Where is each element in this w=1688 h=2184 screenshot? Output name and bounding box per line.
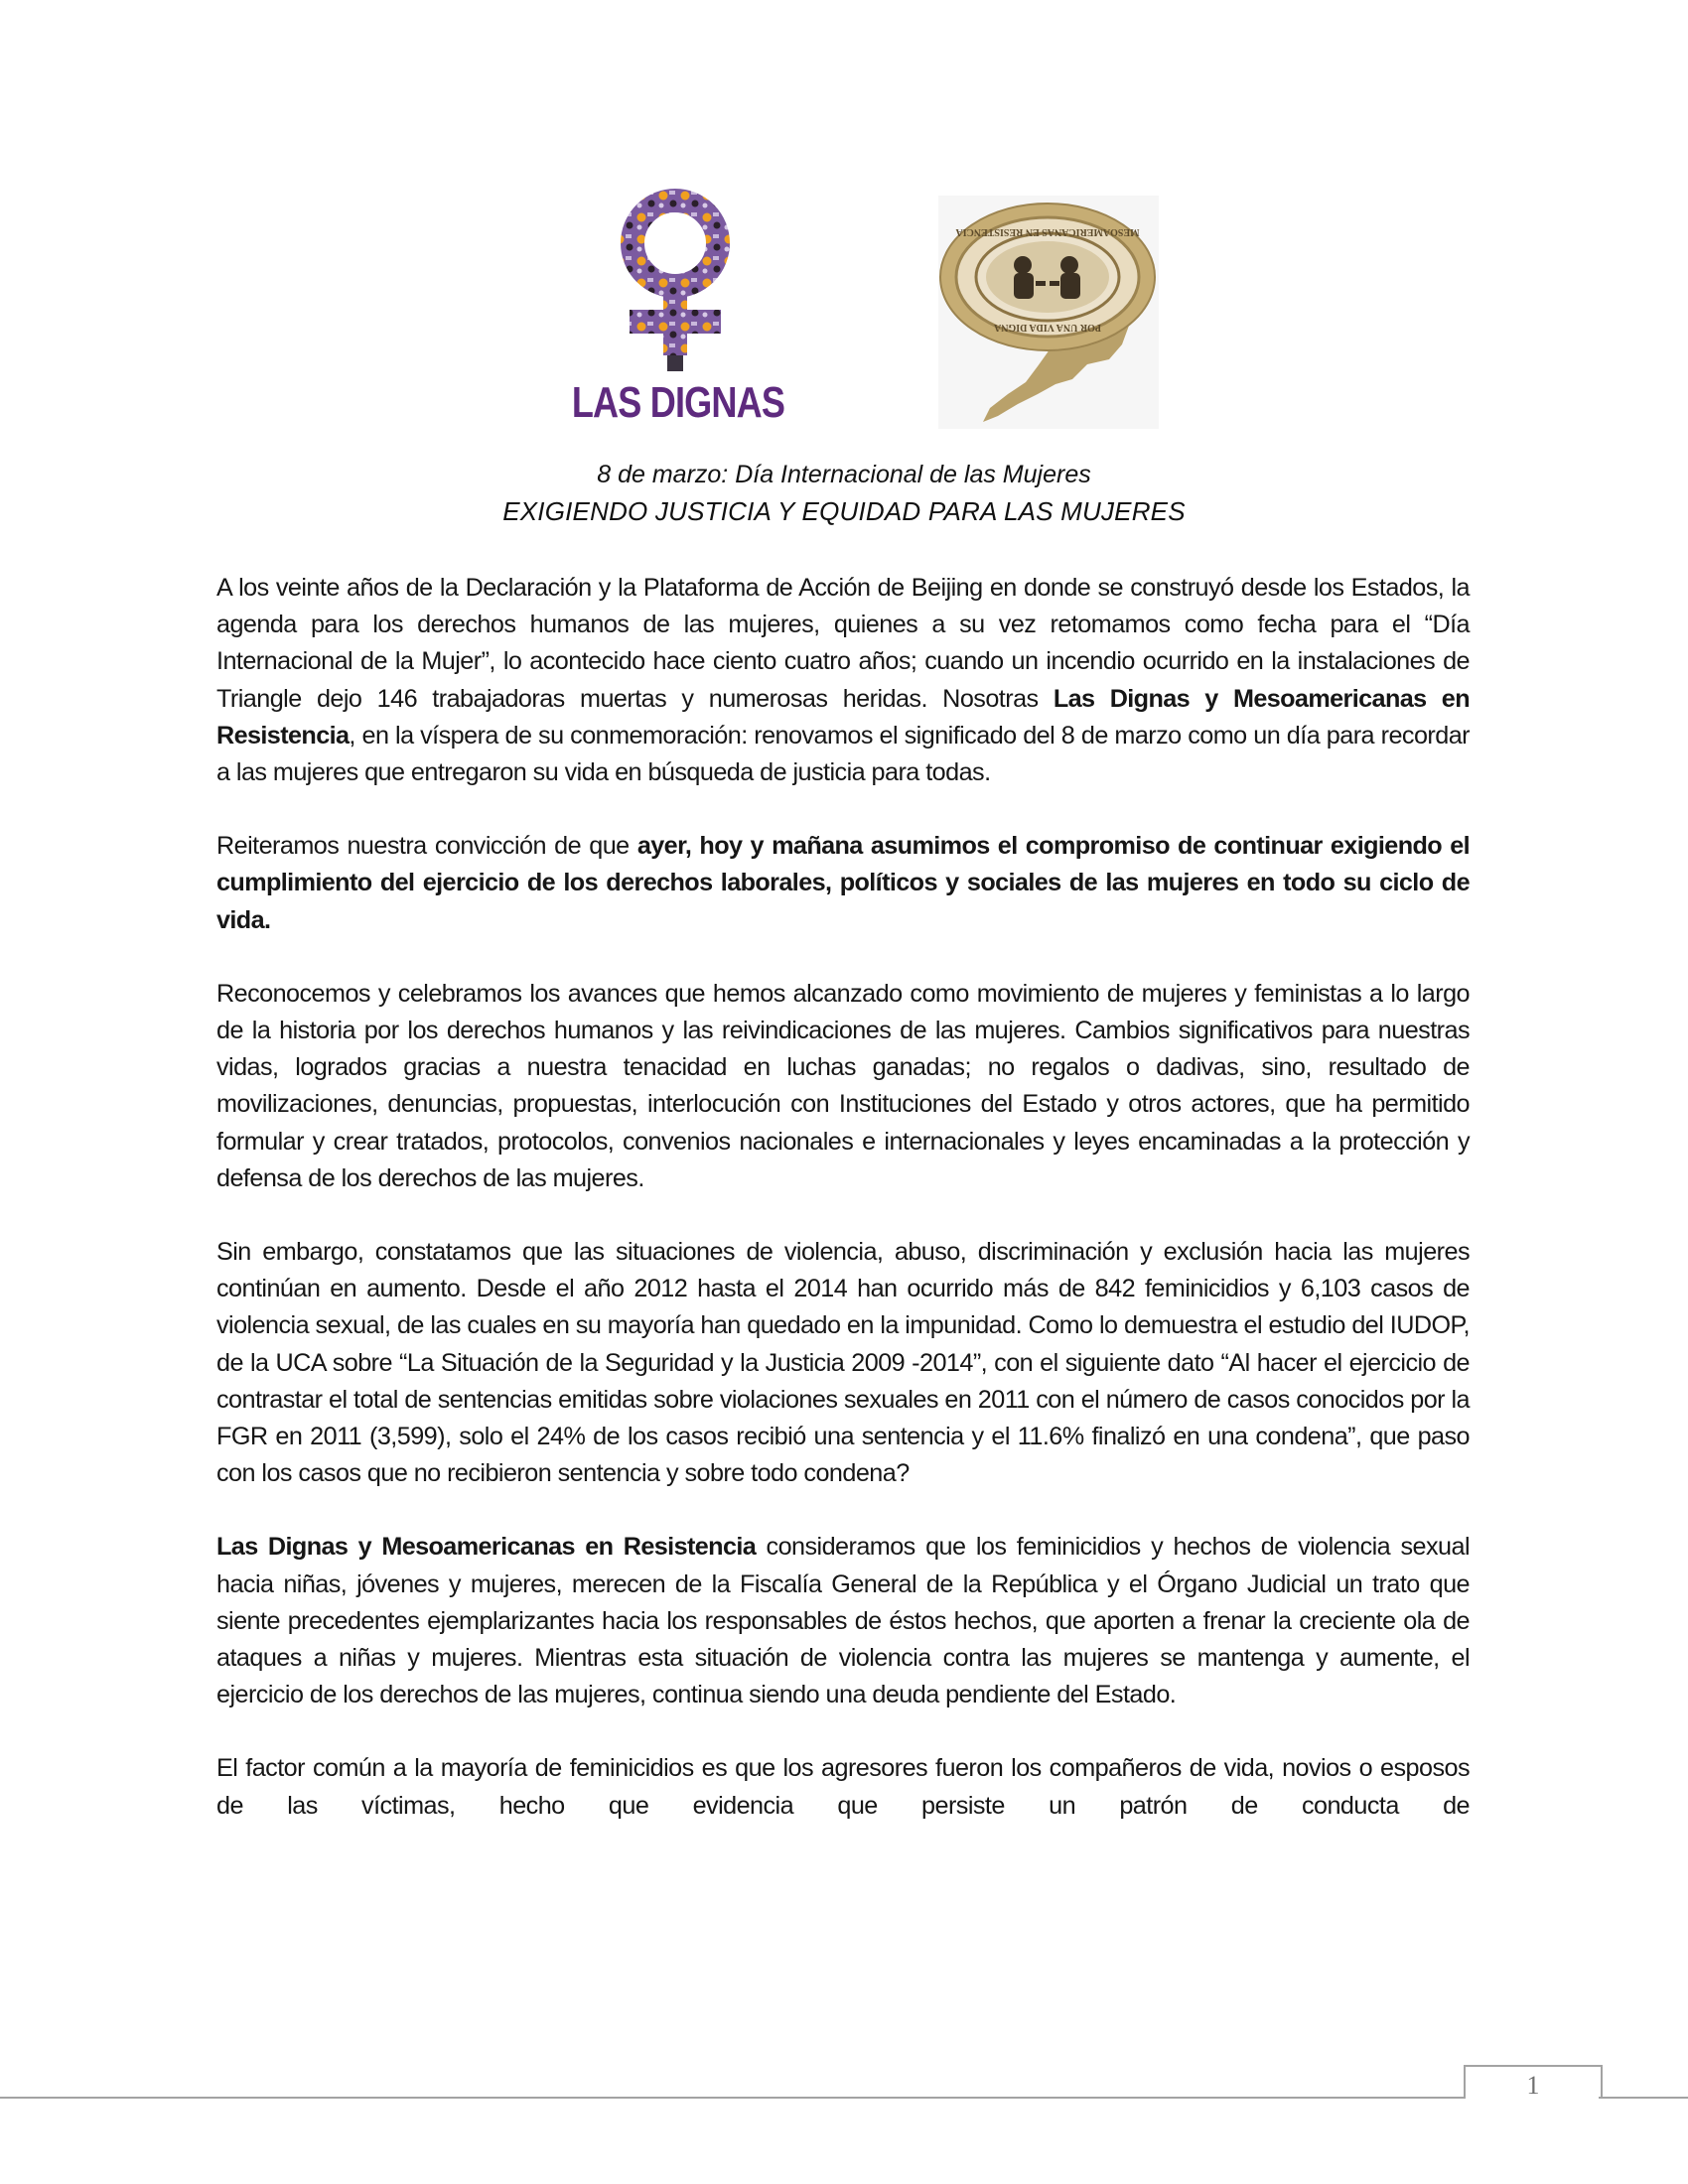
las-dignas-wordmark: LAS DIGNAS [571, 378, 785, 427]
paragraph-1: A los veinte años de la Declaración y la Plataforma de Acción de Beijing en donde se construyó desde los Estados, la agenda para los derechos humanos de las mujeres, quienes a su vez retomamos como fecha para el “Día Internacional de la Mujer”, lo acontecido hace ciento cuatro años; cuando un incendio ocurrido en la instalaciones de Triangle dejo 146 trabajadoras muertas y numerosas heridas. Nosotras Las Dignas y Mesoamericanas en Resistencia, en la víspera de su conmemoración: renovamos el significado del 8 de marzo como un día para recordar a las mujeres que entregaron su vida en búsqueda de justicia para todas. [216, 574, 1470, 787]
paragraph-3: Reconocemos y celebramos los avances que hemos alcanzado como movimiento de mujeres y feministas a lo largo de la historia por los derechos humanos y las reivindicaciones de las mujeres. Cambios significativos para nuestras vidas, logrados gracias a nuestra tenacidad en luchas ganadas; no regalos o dadivas, sino, resultado de movilizaciones, denuncias, propuestas, interlocución con Instituciones del Estado y otros actores, que ha permitido formular y crear tratados, protocolos, convenios nacionales e internacionales y leyes encaminadas a la protección y defensa de los derechos de las mujeres. [216, 979, 1470, 1192]
paragraph-6: El factor común a la mayoría de feminicidios es que los agresores fueron los compañeros de vida, novios o esposos de las víctimas, hecho que evidencia que persiste un patrón de conducta de [216, 1754, 1470, 1820]
organization-name: Las Dignas y Mesoamericanas en Resistencia [216, 684, 1470, 750]
document-subtitle: 8 de marzo: Día Internacional de las Mujeres [597, 461, 1091, 488]
document-header [0, 457, 1688, 530]
paragraph-5: Las Dignas y Mesoamericanas en Resistencia consideramos que los feminicidios y hechos de violencia sexual hacia niñas, jóvenes y mujeres, merecen de la Fiscalía General de la República y el Órgano Judicial un trato que siente precedentes ejemplarizantes hacia los responsables de éstos hechos, que aporten a frenar la creciente ola de ataques a niñas y mujeres. Mientras esta situación de violencia contra las mujeres se mantenga y aumente, el ejercicio de los derechos de las mujeres, continua siendo una deuda pendiente del Estado. [216, 1533, 1470, 1709]
commitment-statement: ayer, hoy y mañana asumimos el compromiso de continuar exigiendo el cumplimiento del ejercicio de los derechos laborales, políticos y sociales de las mujeres en todo su ciclo de vida. [216, 832, 1471, 934]
organization-name: Las Dignas y Mesoamericanas en Resistencia [216, 1533, 757, 1562]
page-number: 1 [1526, 2071, 1540, 2100]
footer-divider [0, 2097, 1466, 2099]
mesoamericanas-logo [938, 196, 1159, 429]
mesoamerica-seal-icon [938, 196, 1159, 429]
document-body [216, 570, 1470, 1861]
document-title: EXIGIENDO JUSTICIA Y EQUIDAD PARA LAS MUJERES [502, 496, 1186, 526]
paragraph-2: Reiteramos nuestra convicción de que ayer, hoy y mañana asumimos el compromiso de continuar exigiendo el cumplimiento del ejercicio de los derechos laborales, políticos y sociales de las mujeres en todo su ciclo de vida. [216, 832, 1471, 934]
logo-bar [0, 184, 1688, 432]
paragraph-4: Sin embargo, constatamos que las situaciones de violencia, abuso, discriminación y exclusión hacia las mujeres continúan en aumento. Desde el año 2012 hasta el 2014 han ocurrido más de 842 feminicidios y 6,103 casos de violencia sexual, de las cuales en su mayoría han quedado en la impunidad. Como lo demuestra el estudio del IUDOP, de la UCA sobre “La Situación de la Seguridad y la Justicia 2009 -2014”, con el siguiente dato “Al hacer el ejercicio de contrastar el total de sentencias emitidas sobre violaciones sexuales en 2011 con el número de casos conocidos por la FGR en 2011 (3,599), solo el 24% de los casos recibió una sentencia y el 11.6% finalizó en una condena”, que paso con los casos que no recibieron sentencia y sobre todo condena? [216, 1238, 1470, 1488]
footer-divider [1599, 2097, 1688, 2099]
svg-text:MESOAMERICANAS EN RESISTENCIA: MESOAMERICANAS EN RESISTENCIA [955, 226, 1140, 237]
venus-symbol-icon [614, 189, 743, 377]
svg-text:POR UNA VIDA DIGNA: POR UNA VIDA DIGNA [994, 322, 1101, 333]
las-dignas-logo [544, 184, 812, 432]
